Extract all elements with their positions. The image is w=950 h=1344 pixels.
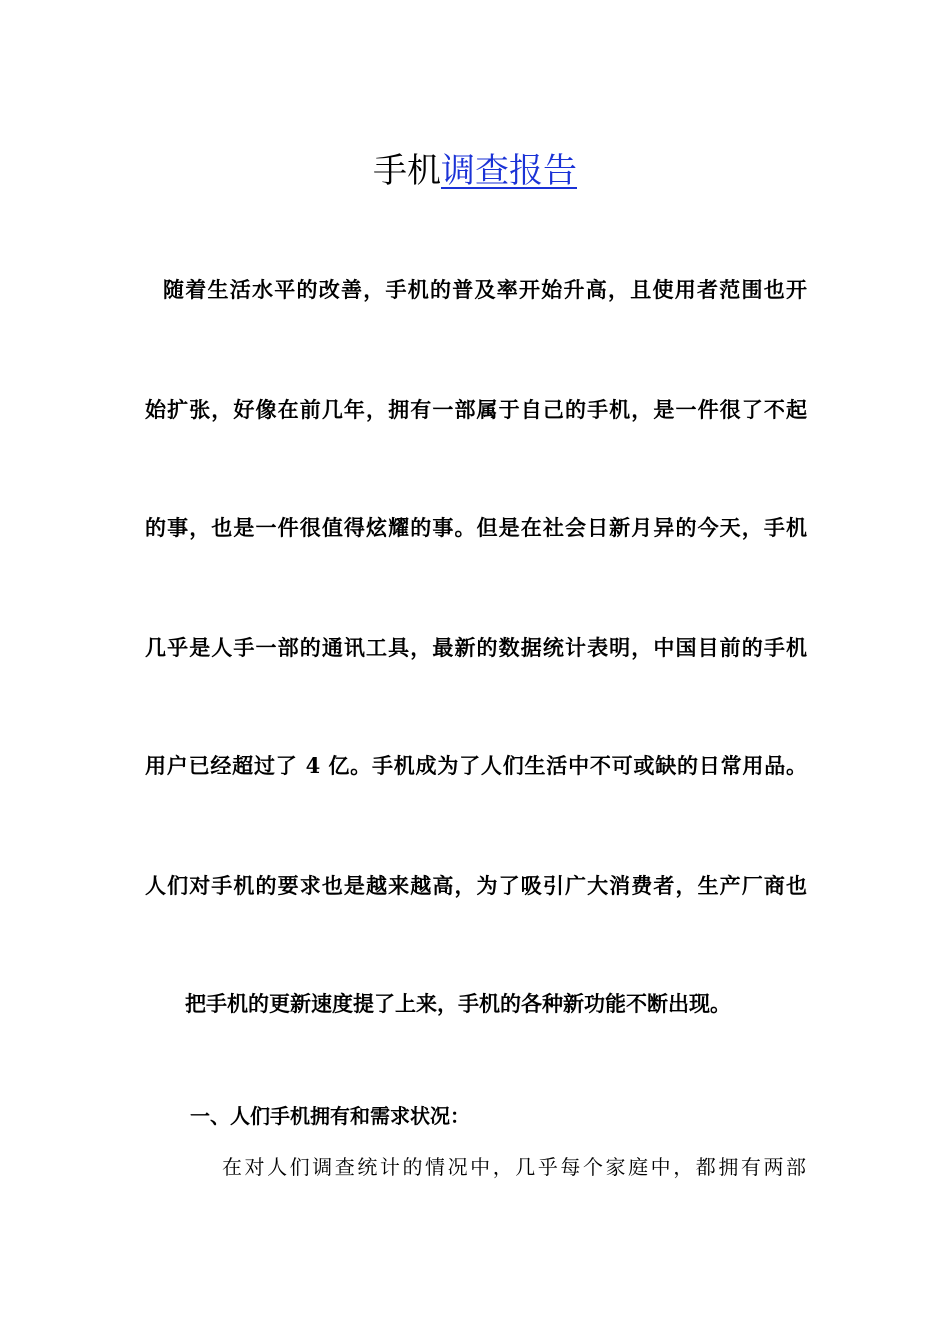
intro-line-5: 用户已经超过了 4 亿。手机成为了人们生活中不可或缺的日常用品。 [145, 753, 807, 778]
intro-line-1: 随着生活水平的改善，手机的普及率开始升高，且使用者范围也开 [163, 277, 807, 302]
intro-line-4: 几乎是人手一部的通讯工具，最新的数据统计表明，中国目前的手机 [145, 635, 807, 660]
intro-line-2: 始扩张，好像在前几年，拥有一部属于自己的手机，是一件很了不起 [145, 397, 807, 422]
intro-line-6: 人们对手机的要求也是越来越高，为了吸引广大消费者，生产厂商也 [145, 873, 807, 898]
intro-line-3: 的事，也是一件很值得炫耀的事。但是在社会日新月异的今天，手机 [145, 515, 807, 540]
title-link[interactable]: 调查报告 [441, 151, 577, 191]
title-plain-text: 手机 [373, 151, 441, 191]
section-body-line-1: 在对人们调查统计的情况中，几乎每个家庭中，都拥有两部 [222, 1155, 806, 1179]
intro-line-7: 把手机的更新速度提了上来，手机的各种新功能不断出现。 [185, 991, 731, 1016]
document-title [0, 146, 950, 196]
section-heading: 一、人们手机拥有和需求状况： [190, 1104, 470, 1128]
